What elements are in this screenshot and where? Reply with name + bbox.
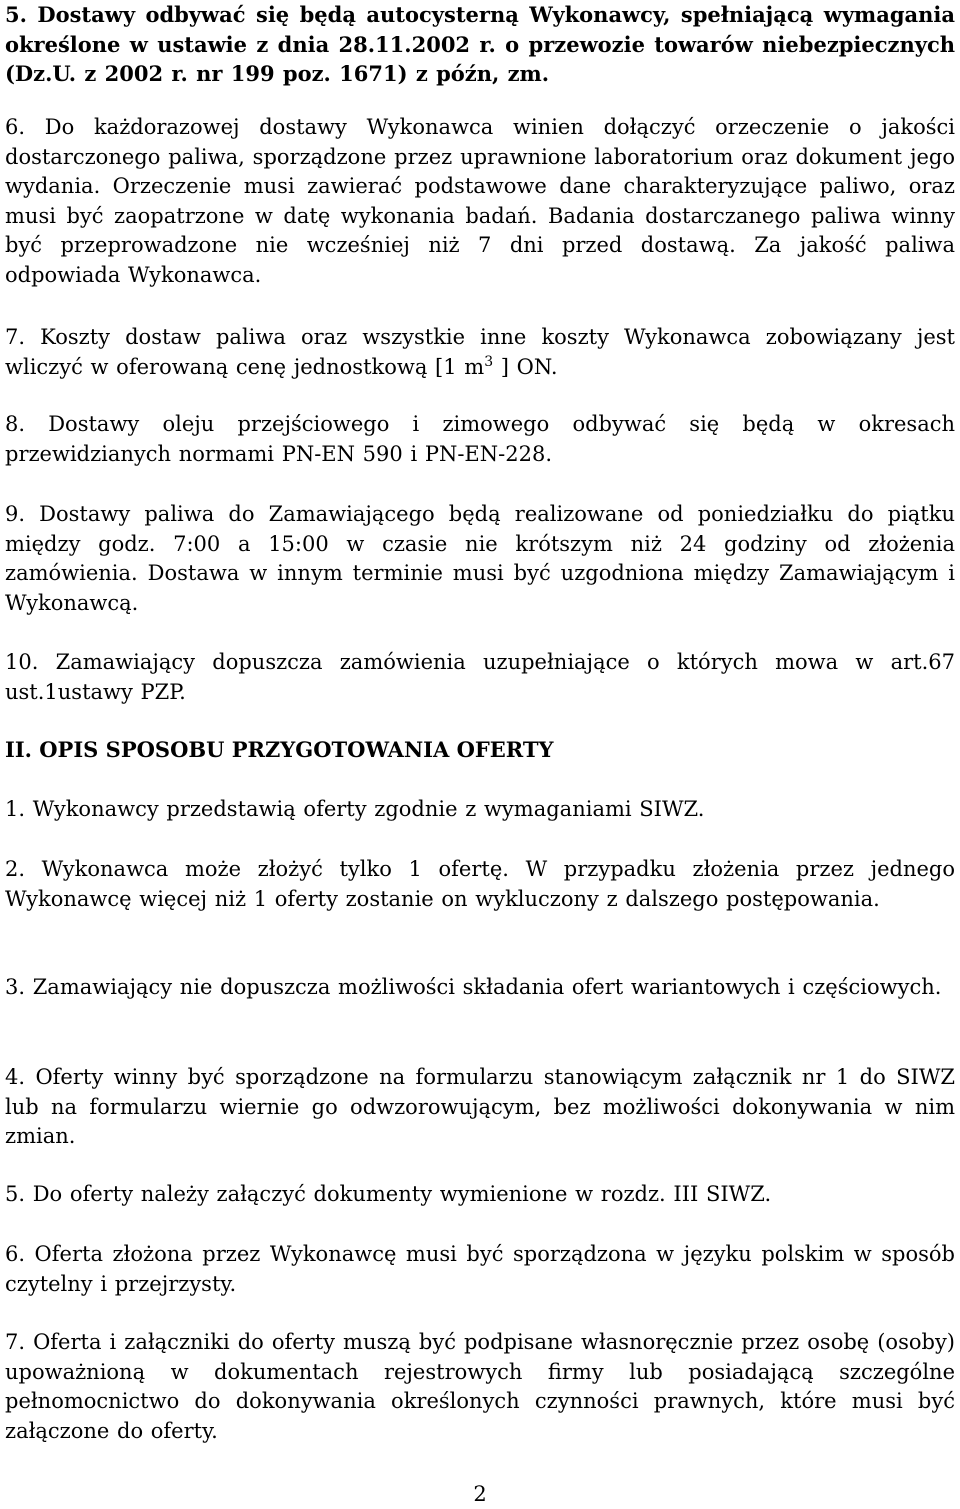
paragraph-7-text: 7. Koszty dostaw paliwa oraz wszystkie inne koszty Wykonawca zobowiązany jest wliczyć w oferowaną cenę jednostkową [1 m	[5, 325, 955, 379]
page-number: 2	[473, 1482, 487, 1506]
section-item-6: 6. Oferta złożona przez Wykonawcę musi być sporządzona w języku polskim w sposób czytelny i przejrzysty.	[5, 1242, 955, 1296]
paragraph-8: 8. Dostawy oleju przejściowego i zimowego odbywać się będą w okresach przewidzianych normami PN-EN 590 i PN-EN-228.	[5, 412, 955, 466]
section-item-1: 1. Wykonawcy przedstawią oferty zgodnie z wymaganiami SIWZ.	[5, 797, 705, 821]
section-item-4: 4. Oferty winny być sporządzone na formularzu stanowiącym załącznik nr 1 do SIWZ lub na formularzu wiernie go odwzorowującym, bez możliwości dokonywania w nim zmian.	[5, 1065, 955, 1148]
paragraph-10: 10. Zamawiający dopuszcza zamówienia uzupełniające o których mowa w art.67 ust.1ustawy PZP.	[5, 650, 955, 704]
paragraph-5: 5. Dostawy odbywać się będą autocysterną Wykonawcy, spełniającą wymagania określone w ustawie z dnia 28.11.2002 r. o przewozie towarów niebezpiecznych (Dz.U. z 2002 r. nr 199 poz. 1671) z późn, zm.	[5, 2, 955, 86]
paragraph-7-text-end: ] ON.	[493, 354, 558, 379]
section-item-3: 3. Zamawiający nie dopuszcza możliwości składania ofert wariantowych i częściowych.	[5, 975, 942, 999]
section-heading: II. OPIS SPOSOBU PRZYGOTOWANIA OFERTY	[5, 737, 554, 762]
superscript-3: 3	[484, 353, 494, 370]
paragraph-7	[5, 323, 955, 382]
section-item-7: 7. Oferta i załączniki do oferty muszą być podpisane własnoręcznie przez osobę (osoby) upoważnioną w dokumentach rejestrowych firmy lub posiadającą szczególne pełnomocnictwo do dokonywania określonych czynności prawnych, które musi być załączone do oferty.	[5, 1330, 955, 1443]
section-item-5: 5. Do oferty należy załączyć dokumenty wymienione w rozdz. III SIWZ.	[5, 1182, 772, 1206]
paragraph-9: 9. Dostawy paliwa do Zamawiającego będą realizowane od poniedziałku do piątku między godz. 7:00 a 15:00 w czasie nie krótszym niż 24 godziny od złożenia zamówienia. Dostawa w innym terminie musi być uzgodniona między Zamawiającym i Wykonawcą.	[5, 502, 955, 615]
paragraph-6: 6. Do każdorazowej dostawy Wykonawca winien dołączyć orzeczenie o jakości dostarczonego paliwa, sporządzone przez uprawnione laboratorium oraz dokument jego wydania. Orzeczenie musi zawierać podstawowe dane charakteryzujące paliwo, oraz musi być zaopatrzone w datę wykonania badań. Badania dostarczanego paliwa winny być przeprowadzone nie wcześniej niż 7 dni przed dostawą. Za jakość paliwa odpowiada Wykonawca.	[5, 115, 955, 287]
section-item-2: 2. Wykonawca może złożyć tylko 1 ofertę. W przypadku złożenia przez jednego Wykonawcę więcej niż 1 oferty zostanie on wykluczony z dalszego postępowania.	[5, 857, 955, 911]
